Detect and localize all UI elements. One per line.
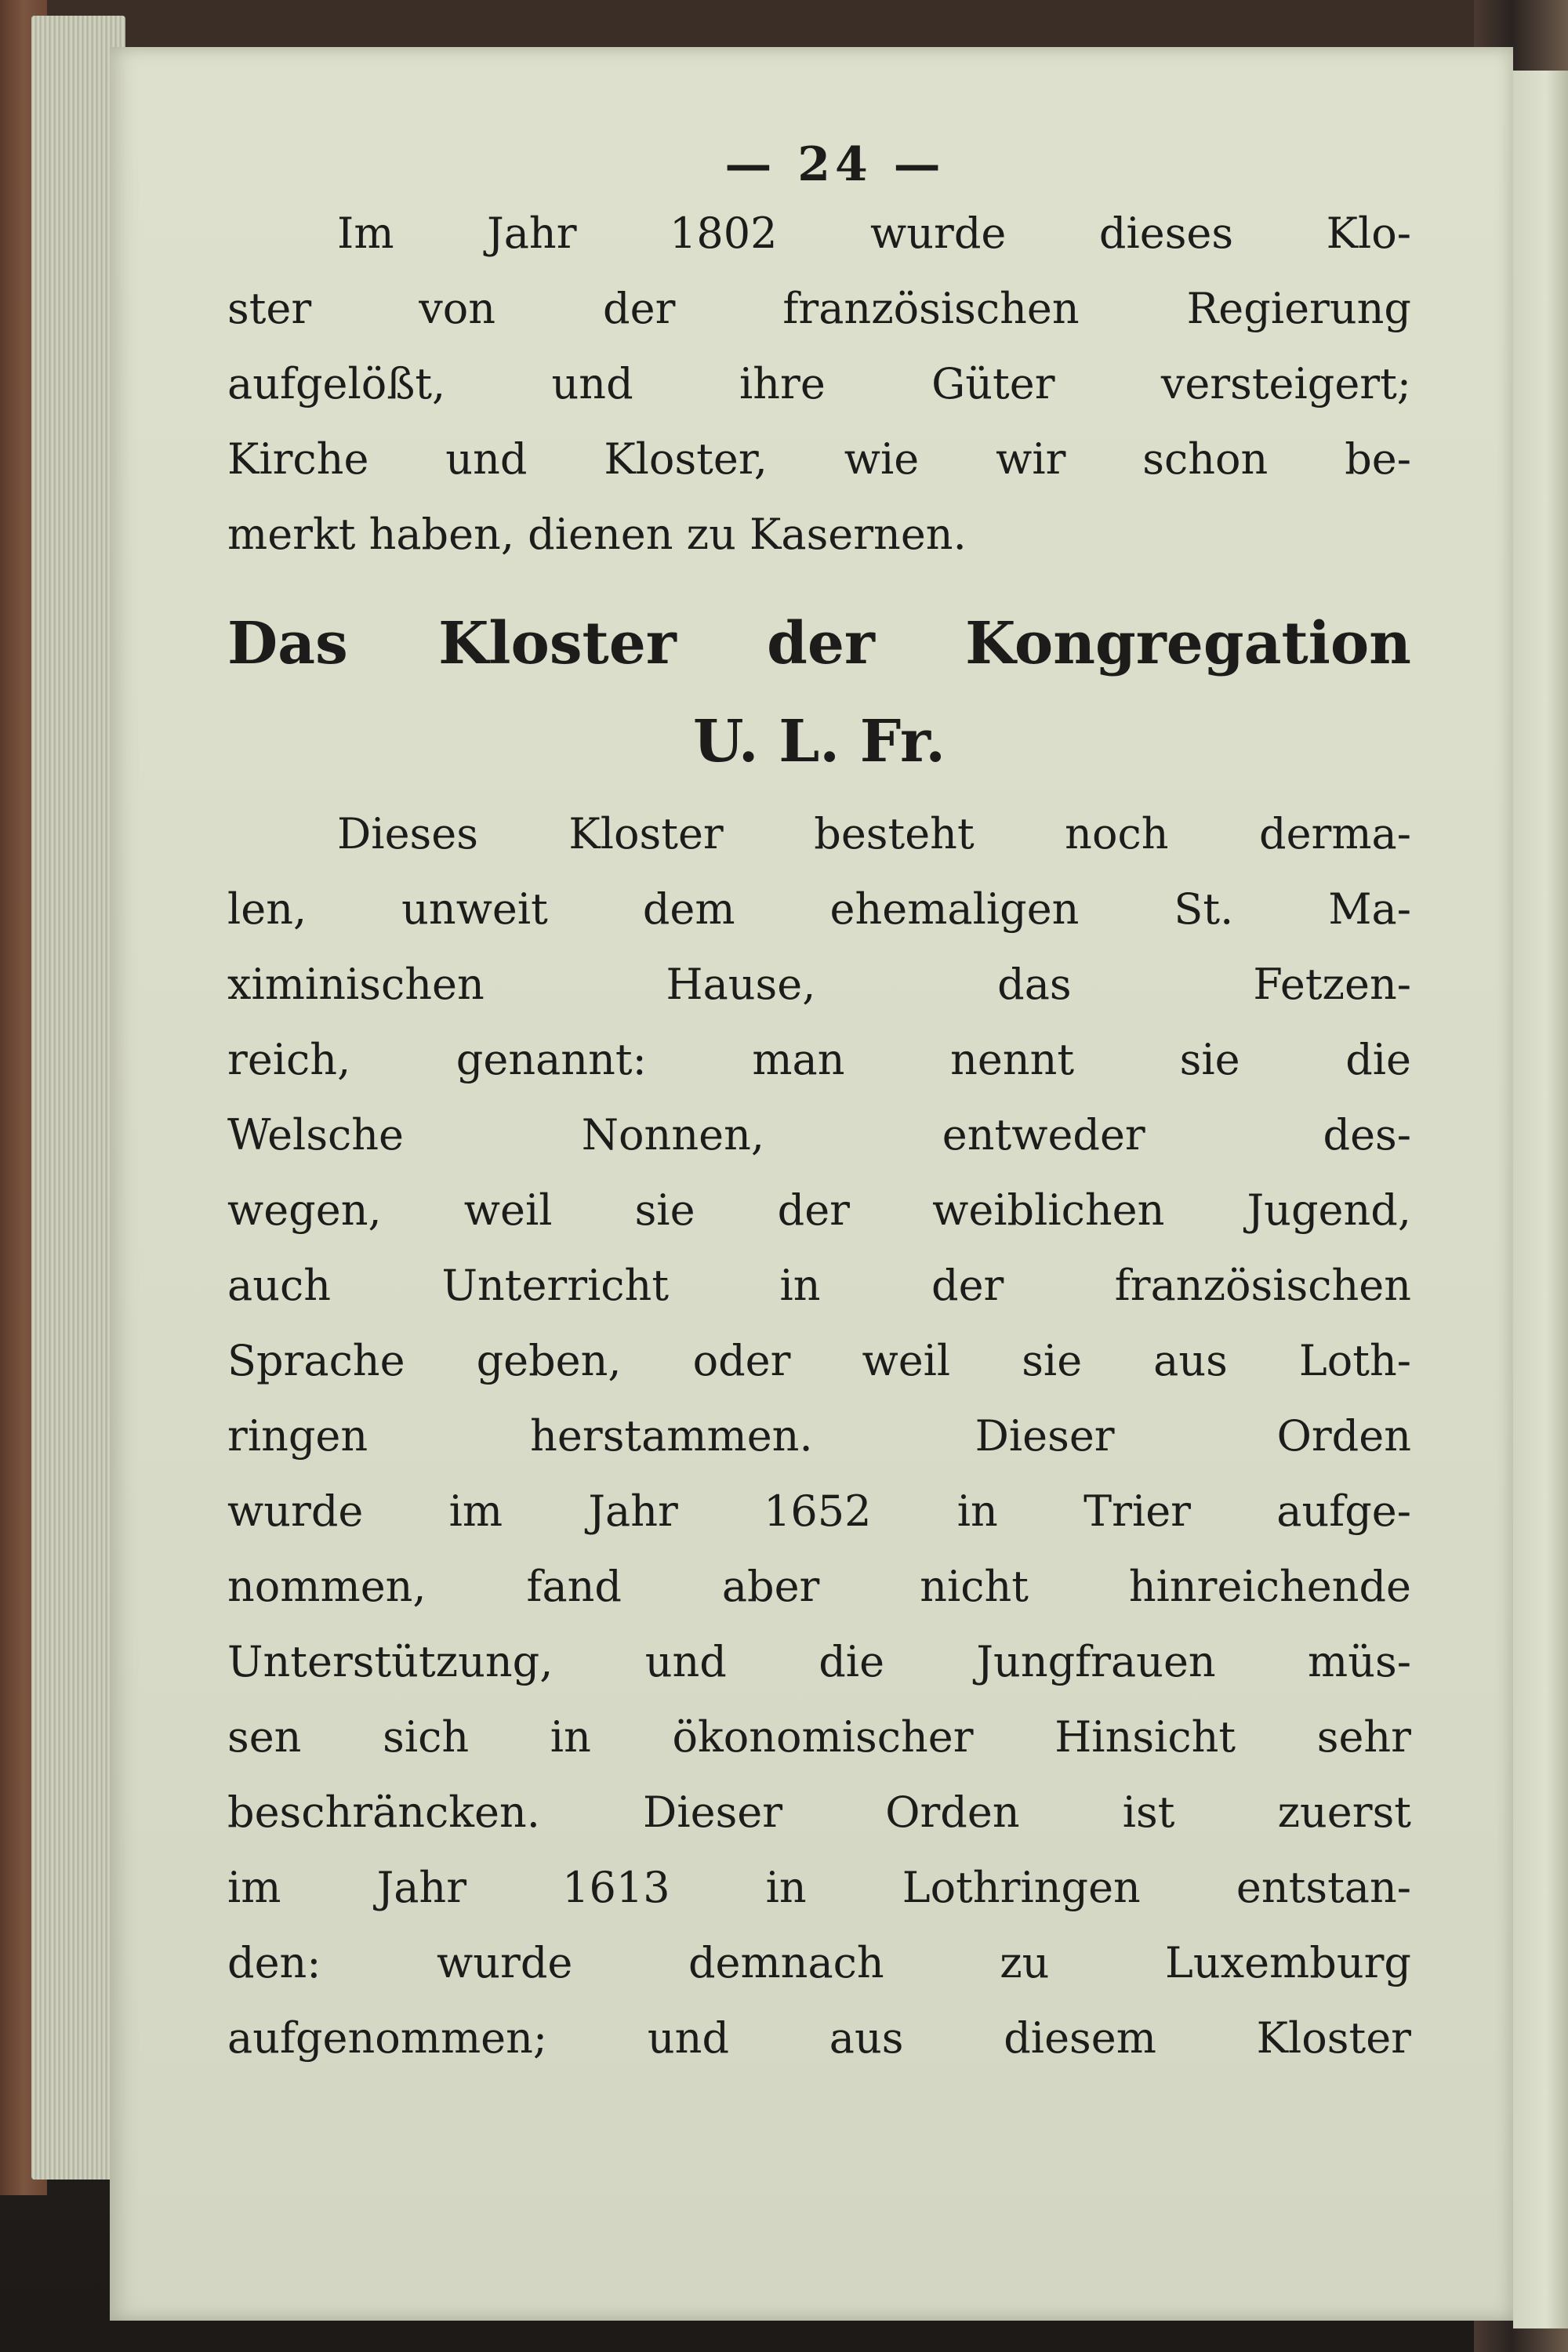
text-line: reich, genannt: man nennt sie die <box>227 1035 1411 1084</box>
page-number: — 24 — <box>724 137 946 192</box>
facing-page-edge <box>1513 71 1568 2328</box>
text-line: ximinischen Hause, das Fetzen- <box>227 960 1411 1009</box>
text-line: Kirche und Kloster, wie wir schon be- <box>227 434 1411 484</box>
text-line: den: wurde demnach zu Luxemburg <box>227 1938 1411 1987</box>
paragraph-2 <box>227 797 1411 2076</box>
text-line: wegen, weil sie der weiblichen Jugend, <box>227 1185 1411 1235</box>
text-line: beschräncken. Dieser Orden ist zuerst <box>227 1788 1411 1837</box>
text-line: aufgenommen; und aus diesem Kloster <box>227 2013 1411 2063</box>
text-line: Unterstützung, und die Jungfrauen müs- <box>227 1637 1411 1686</box>
text-line: nommen, fand aber nicht hinreichende <box>227 1562 1411 1611</box>
text-line: Dieses Kloster besteht noch derma- <box>337 809 1411 858</box>
text-line: im Jahr 1613 in Lothringen entstan- <box>227 1863 1411 1912</box>
paragraph-1 <box>227 196 1411 572</box>
text-line: merkt haben, dienen zu Kasernen. <box>227 510 967 559</box>
text-line: ster von der französischen Regierung <box>227 284 1411 333</box>
text-line: ringen herstammen. Dieser Orden <box>227 1411 1411 1461</box>
text-line: sen sich in ökonomischer Hinsicht sehr <box>227 1712 1411 1762</box>
text-line: Sprache geben, oder weil sie aus Loth- <box>227 1336 1411 1385</box>
page-text <box>227 133 1411 2076</box>
text-line: Im Jahr 1802 wurde dieses Klo- <box>337 209 1411 258</box>
section-heading: Das Kloster der Kongregation <box>227 610 1411 677</box>
text-line: aufgelößt, und ihre Güter versteigert; <box>227 359 1411 408</box>
text-line: wurde im Jahr 1652 in Trier aufge- <box>227 1486 1411 1536</box>
text-line: auch Unterricht in der französischen <box>227 1261 1411 1310</box>
text-line: len, unweit dem ehemaligen St. Ma- <box>227 884 1411 934</box>
section-heading-subtitle: U. L. Fr. <box>692 708 946 775</box>
text-line: Welsche Nonnen, entweder des- <box>227 1110 1411 1160</box>
